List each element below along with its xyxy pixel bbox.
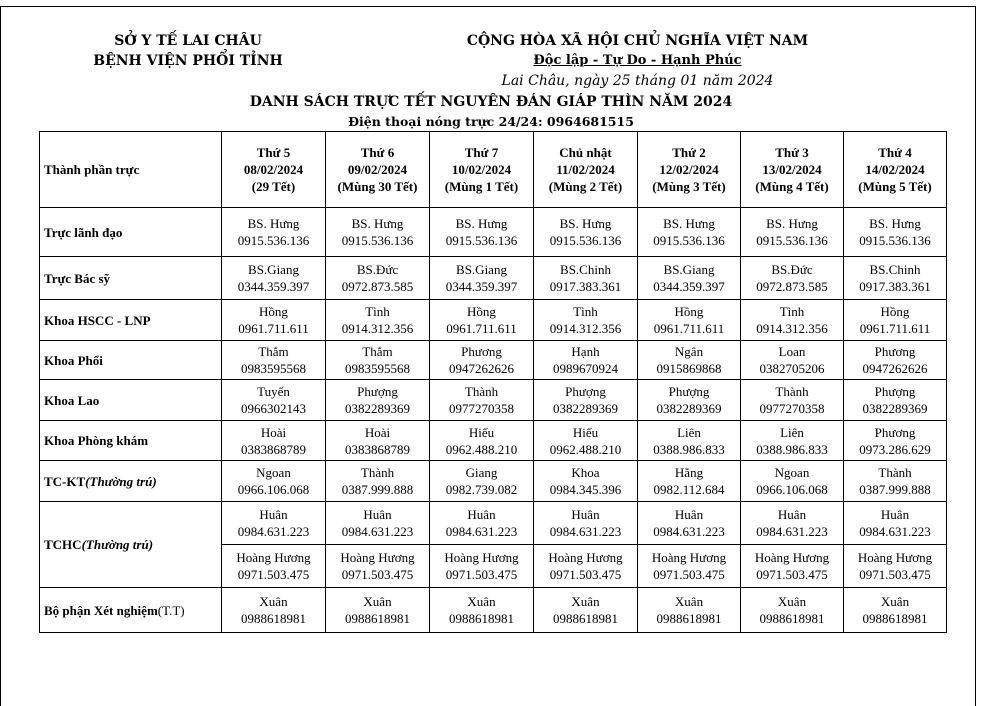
document-title: DANH SÁCH TRỰC TẾT NGUYÊN ĐÁN GIÁP THÌN NĂM 2024 — [249, 94, 733, 110]
day-date: 14/02/2024 — [865, 162, 925, 177]
duty-cell — [844, 421, 947, 461]
duty-cell — [326, 300, 430, 341]
row-label — [40, 461, 222, 502]
day-header — [741, 132, 844, 208]
table-row — [40, 502, 947, 545]
duty-cell — [430, 461, 534, 502]
duty-cell — [741, 300, 844, 341]
day-date: 09/02/2024 — [347, 162, 408, 177]
phone-number: 0984.631.223 — [341, 524, 414, 539]
duty-cell — [534, 208, 638, 257]
duty-cell — [222, 257, 326, 300]
row-label-main: Bộ phận Xét nghiệm — [44, 602, 158, 618]
duty-cell — [430, 421, 534, 461]
phone-number: 0988618981 — [553, 611, 618, 626]
duty-cell — [844, 502, 947, 545]
duty-cell — [326, 380, 430, 421]
person-name: BS. Hưng — [247, 216, 300, 231]
person-name: Hạnh — [571, 344, 600, 359]
person-name: BS.Chinh — [869, 262, 921, 277]
duty-cell — [222, 300, 326, 341]
duty-cell — [638, 300, 741, 341]
phone-number: 0914.312.356 — [549, 321, 622, 336]
phone-number: 0966.106.068 — [756, 482, 828, 497]
person-name: Xuân — [880, 594, 910, 609]
person-name: Hoàng Hương — [754, 550, 830, 565]
person-name: Hiếu — [572, 424, 599, 440]
day-name: Chủ nhật — [559, 145, 612, 160]
person-name: Thành — [360, 465, 395, 480]
duty-cell — [741, 545, 844, 588]
phone-number: 0344.359.397 — [653, 279, 725, 294]
table-row — [40, 588, 947, 633]
person-name: Hoàng Hương — [340, 550, 415, 565]
phone-number: 0966302143 — [241, 401, 306, 416]
duty-cell — [430, 588, 534, 633]
person-name: Hồng — [259, 304, 288, 319]
table-row — [40, 208, 947, 257]
duty-cell — [430, 380, 534, 421]
day-name: Thứ 4 — [878, 145, 912, 160]
person-name: Thành — [878, 465, 912, 480]
person-name: BS.Chinh — [560, 262, 611, 277]
person-name: Hoàng Hương — [857, 550, 933, 565]
person-name: Hoàng Hương — [444, 550, 519, 565]
national-header — [440, 31, 835, 91]
phone-number: 0382289369 — [345, 401, 410, 416]
duty-cell — [534, 380, 638, 421]
duty-cell — [430, 208, 534, 257]
person-name: Hồng — [880, 304, 910, 319]
person-name: BS.Giang — [456, 262, 507, 277]
phone-number: 0915.536.136 — [237, 233, 310, 248]
duty-cell — [430, 257, 534, 300]
phone-number: 0977270358 — [759, 401, 825, 416]
row-label-suffix: (T.T) — [157, 602, 185, 618]
duty-cell — [844, 380, 947, 421]
row-label: Trực Bác sỹ — [40, 257, 222, 300]
phone-number: 0962.488.210 — [549, 441, 622, 457]
phone-number: 0961.711.611 — [859, 321, 931, 336]
phone-number: 0971.503.475 — [859, 567, 931, 582]
dept-name: SỞ Y TẾ LAI CHÂU — [114, 33, 262, 49]
duty-cell — [534, 461, 638, 502]
hospital-name: BỆNH VIỆN PHỔI TỈNH — [93, 53, 283, 69]
table-row — [40, 380, 947, 421]
table-row — [40, 421, 947, 461]
row-label-note: (Thường trú) — [85, 473, 157, 489]
person-name: Xuân — [363, 594, 392, 609]
duty-cell — [638, 257, 741, 300]
person-name: Tình — [779, 304, 805, 319]
person-name: Huân — [259, 507, 288, 522]
hotline: Điện thoại nóng trực 24/24: 0964681515 — [348, 114, 634, 129]
person-name: Ngoan — [256, 465, 291, 480]
duty-cell — [326, 588, 430, 633]
person-name: Huân — [571, 507, 600, 522]
row-label — [40, 588, 222, 633]
table-row — [40, 257, 947, 300]
person-name: Tình — [573, 304, 598, 319]
phone-number: 0917.383.361 — [549, 279, 622, 294]
duty-cell — [741, 502, 844, 545]
phone-number: 0388.986.833 — [653, 441, 725, 457]
duty-cell — [534, 300, 638, 341]
person-name: BS. Hưng — [455, 216, 508, 231]
day-name: Thứ 2 — [672, 145, 706, 160]
person-name: Hoàng Hương — [548, 550, 623, 565]
row-label: Khoa Phổi — [40, 341, 222, 380]
person-name: Phượng — [357, 384, 398, 399]
person-name: BS.Đức — [356, 262, 399, 277]
day-header — [534, 132, 638, 208]
phone-number: 0984.631.223 — [653, 524, 725, 539]
person-name: Ngoan — [774, 465, 810, 480]
duty-cell — [430, 300, 534, 341]
person-name: Hoàng Hương — [236, 550, 311, 565]
phone-number: 0988618981 — [241, 611, 306, 626]
person-name: BS. Hưng — [766, 216, 818, 231]
duty-cell — [326, 545, 430, 588]
day-note: (Mùng 30 Tết) — [337, 179, 418, 194]
person-name: Hồng — [467, 304, 496, 319]
row-label-main: TCHC — [44, 537, 82, 552]
phone-number: 0988618981 — [449, 611, 514, 626]
phone-number: 0984.631.223 — [237, 524, 310, 539]
row-label: Khoa Lao — [40, 380, 222, 421]
phone-number: 0977270358 — [449, 401, 514, 416]
day-header — [430, 132, 534, 208]
phone-number: 0947262626 — [449, 361, 514, 376]
phone-number: 0983595568 — [345, 361, 410, 376]
person-name: Liên — [780, 424, 804, 440]
duty-cell — [534, 545, 638, 588]
duty-cell — [741, 208, 844, 257]
phone-number: 0962.488.210 — [445, 441, 518, 457]
person-name: Liên — [677, 424, 701, 440]
day-date: 13/02/2024 — [762, 162, 822, 177]
duty-cell — [326, 461, 430, 502]
phone-number: 0984.345.396 — [549, 482, 622, 497]
phone-number: 0961.711.611 — [446, 321, 517, 336]
place-date: Lai Châu, ngày 25 tháng 01 năm 2024 — [501, 73, 774, 89]
day-header — [844, 132, 947, 208]
duty-cell — [222, 380, 326, 421]
person-name: Huân — [880, 507, 910, 522]
duty-cell — [534, 421, 638, 461]
table-row — [40, 341, 947, 380]
person-name: Hoàng Hương — [651, 550, 727, 565]
table-header-row — [40, 132, 947, 208]
person-name: Hoài — [364, 424, 391, 440]
phone-number: 0915.536.136 — [859, 233, 931, 248]
duty-cell — [638, 208, 741, 257]
day-date: 08/02/2024 — [243, 162, 304, 177]
person-name: Phượng — [668, 384, 710, 399]
phone-number: 0971.503.475 — [653, 567, 725, 582]
person-name: Phương — [461, 344, 502, 359]
phone-number: 0915.536.136 — [756, 233, 828, 248]
phone-number: 0382289369 — [553, 401, 618, 416]
person-name: BS. Hưng — [663, 216, 715, 231]
person-name: Thắm — [362, 344, 393, 359]
phone-number: 0388.986.833 — [756, 441, 828, 457]
person-name: Tình — [365, 304, 390, 319]
day-name: Thứ 6 — [360, 145, 395, 160]
person-name: Thành — [775, 384, 809, 399]
person-name: Tuyến — [257, 384, 290, 399]
phone-number: 0989670924 — [553, 361, 618, 376]
phone-number: 0988618981 — [345, 611, 410, 626]
row-label: Khoa Phòng khám — [40, 421, 222, 461]
duty-cell — [222, 341, 326, 380]
phone-number: 0984.631.223 — [445, 524, 518, 539]
phone-number: 0915.536.136 — [341, 233, 414, 248]
duty-cell — [844, 300, 947, 341]
phone-number: 0387.999.888 — [859, 482, 931, 497]
row-label-note: (Thường trú) — [81, 537, 154, 552]
phone-number: 0971.503.475 — [756, 567, 828, 582]
phone-number: 0915869868 — [656, 361, 722, 376]
duty-cell — [741, 380, 844, 421]
person-name: BS.Đức — [771, 262, 813, 277]
phone-number: 0914.312.356 — [756, 321, 828, 336]
phone-number: 0984.631.223 — [859, 524, 931, 539]
duty-cell — [326, 421, 430, 461]
phone-number: 0947262626 — [862, 361, 928, 376]
phone-number: 0917.383.361 — [859, 279, 931, 294]
duty-cell — [741, 588, 844, 633]
phone-number: 0961.711.611 — [238, 321, 309, 336]
person-name: Phượng — [874, 384, 916, 399]
duty-cell — [430, 502, 534, 545]
phone-number: 0971.503.475 — [445, 567, 518, 582]
person-name: Xuân — [467, 594, 496, 609]
duty-cell — [222, 588, 326, 633]
duty-cell — [326, 257, 430, 300]
duty-cell — [638, 461, 741, 502]
person-name: Khoa — [571, 465, 600, 480]
duty-cell — [844, 208, 947, 257]
phone-number: 0344.359.397 — [237, 279, 310, 294]
duty-cell — [844, 461, 947, 502]
phone-number: 0382289369 — [656, 401, 722, 416]
person-name: Phượng — [565, 384, 606, 399]
person-name: Huân — [363, 507, 392, 522]
duty-cell — [741, 461, 844, 502]
phone-number: 0988618981 — [656, 611, 722, 626]
phone-number: 0914.312.356 — [341, 321, 414, 336]
duty-cell — [326, 502, 430, 545]
duty-cell — [222, 502, 326, 545]
row-label — [40, 502, 222, 588]
person-name: Phương — [874, 344, 916, 359]
phone-number: 0973.286.629 — [859, 441, 931, 457]
day-note: (29 Tết) — [251, 179, 296, 194]
person-name: BS.Giang — [663, 262, 715, 277]
person-name: BS. Hưng — [559, 216, 612, 231]
row-label-main: TC-KT — [44, 473, 86, 489]
phone-number: 0383868789 — [241, 441, 306, 457]
duty-cell — [326, 341, 430, 380]
table-row — [40, 300, 947, 341]
row-label: Khoa HSCC - LNP — [40, 300, 222, 341]
duty-cell — [844, 588, 947, 633]
duty-cell — [638, 421, 741, 461]
duty-cell — [430, 545, 534, 588]
phone-number: 0971.503.475 — [341, 567, 414, 582]
person-name: BS. Hưng — [351, 216, 404, 231]
phone-number: 0382289369 — [862, 401, 928, 416]
day-name: Thứ 7 — [464, 145, 499, 160]
duty-cell — [638, 545, 741, 588]
phone-number: 0387.999.888 — [341, 482, 414, 497]
duty-cell — [638, 380, 741, 421]
person-name: BS.Giang — [248, 262, 299, 277]
person-name: Loan — [778, 344, 806, 359]
duty-cell — [638, 341, 741, 380]
duty-cell — [741, 257, 844, 300]
day-note: (Mùng 3 Tết) — [652, 179, 726, 194]
day-date: 11/02/2024 — [556, 162, 615, 177]
phone-number: 0988618981 — [862, 611, 928, 626]
table-row — [40, 461, 947, 502]
duty-cell — [844, 257, 947, 300]
person-name: BS. Hưng — [869, 216, 921, 231]
person-name: Xuân — [674, 594, 704, 609]
person-name: Phương — [874, 424, 916, 440]
duty-cell — [534, 257, 638, 300]
phone-number: 0988618981 — [759, 611, 825, 626]
duty-cell — [638, 502, 741, 545]
person-name: Huân — [467, 507, 496, 522]
day-note: (Mùng 1 Tết) — [444, 179, 519, 194]
phone-number: 0383868789 — [345, 441, 410, 457]
person-name: Hằng — [674, 465, 704, 480]
day-note: (Mùng 5 Tết) — [858, 179, 932, 194]
duty-roster-table — [39, 131, 947, 633]
phone-number: 0983595568 — [241, 361, 306, 376]
phone-number: 0915.536.136 — [653, 233, 725, 248]
nation-name: CỘNG HÒA XÃ HỘI CHỦ NGHĨA VIỆT NAM — [466, 33, 809, 49]
phone-number: 0971.503.475 — [549, 567, 622, 582]
person-name: Xuân — [259, 594, 288, 609]
duty-cell — [844, 545, 947, 588]
person-name: Hoài — [260, 424, 287, 440]
person-name: Ngân — [674, 344, 704, 359]
row-label: Trực lãnh đạo — [40, 208, 222, 257]
day-header — [638, 132, 741, 208]
duty-cell — [222, 208, 326, 257]
day-name: Thứ 3 — [775, 145, 809, 160]
person-name: Huân — [674, 507, 704, 522]
person-name: Thắm — [258, 344, 289, 359]
phone-number: 0972.873.585 — [341, 279, 414, 294]
person-name: Thành — [464, 384, 499, 399]
phone-number: 0972.873.585 — [756, 279, 828, 294]
day-date: 12/02/2024 — [659, 162, 719, 177]
day-header — [326, 132, 430, 208]
duty-cell — [534, 341, 638, 380]
phone-number: 0982.739.082 — [445, 482, 518, 497]
day-header — [222, 132, 326, 208]
corner-header: Thành phần trực — [40, 132, 222, 208]
duty-cell — [638, 588, 741, 633]
person-name: Giang — [465, 465, 498, 480]
person-name: Xuân — [571, 594, 600, 609]
phone-number: 0984.631.223 — [756, 524, 828, 539]
person-name: Hiếu — [468, 424, 495, 440]
duty-cell — [844, 341, 947, 380]
day-name: Thứ 5 — [256, 145, 291, 160]
duty-cell — [326, 208, 430, 257]
duty-cell — [534, 588, 638, 633]
duty-cell — [222, 461, 326, 502]
phone-number: 0966.106.068 — [237, 482, 310, 497]
day-date: 10/02/2024 — [451, 162, 512, 177]
duty-cell — [430, 341, 534, 380]
duty-cell — [741, 421, 844, 461]
national-motto: Độc lập - Tự Do - Hạnh Phúc — [533, 53, 742, 68]
phone-number: 0961.711.611 — [653, 321, 725, 336]
duty-cell — [222, 545, 326, 588]
phone-number: 0971.503.475 — [237, 567, 310, 582]
phone-number: 0344.359.397 — [445, 279, 518, 294]
duty-cell — [534, 502, 638, 545]
phone-number: 0982.112.684 — [653, 482, 725, 497]
phone-number: 0382705206 — [759, 361, 825, 376]
person-name: Xuân — [777, 594, 807, 609]
duty-cell — [222, 421, 326, 461]
phone-number: 0915.536.136 — [549, 233, 622, 248]
day-note: (Mùng 2 Tết) — [548, 179, 623, 194]
day-note: (Mùng 4 Tết) — [755, 179, 829, 194]
phone-number: 0915.536.136 — [445, 233, 518, 248]
org-header — [88, 31, 288, 71]
duty-cell — [741, 341, 844, 380]
person-name: Hồng — [674, 304, 704, 319]
phone-number: 0984.631.223 — [549, 524, 622, 539]
person-name: Huân — [777, 507, 807, 522]
